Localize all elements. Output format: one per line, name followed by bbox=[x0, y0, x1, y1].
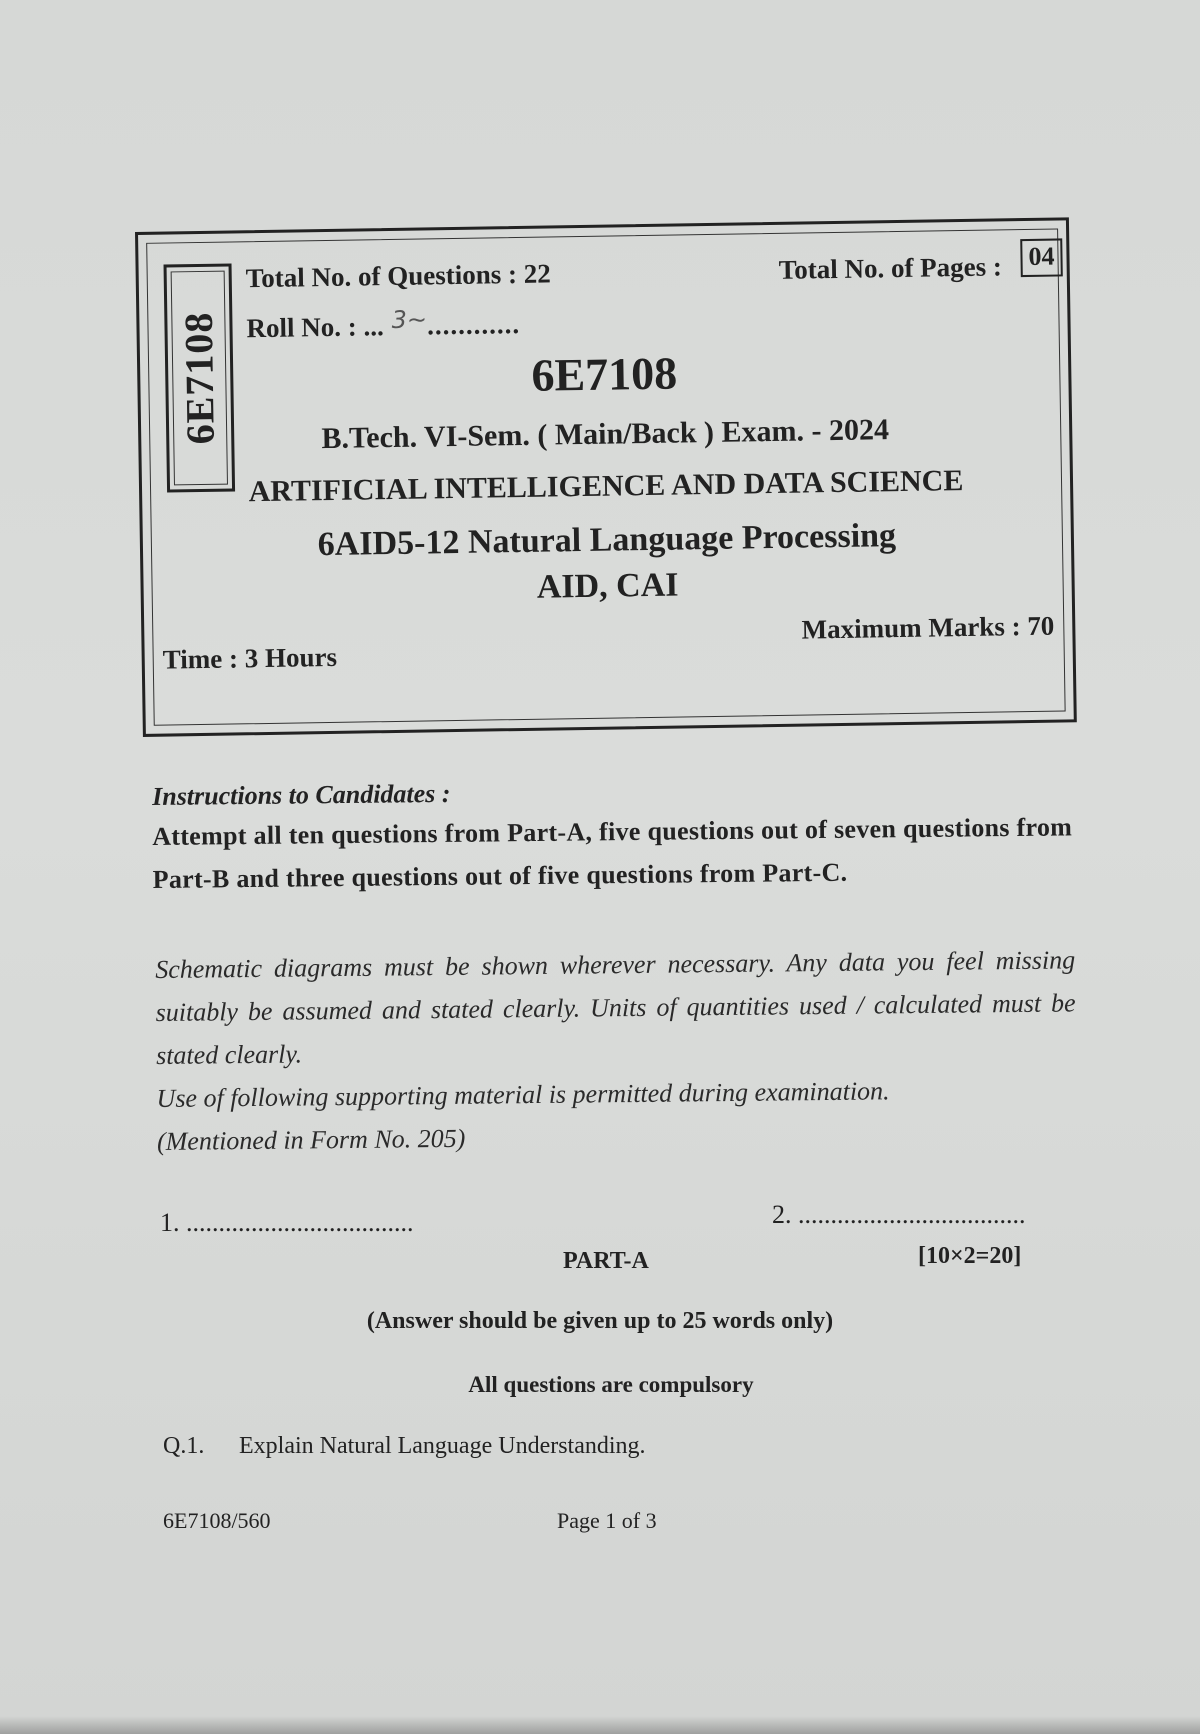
question-1 bbox=[163, 1433, 646, 1460]
total-questions: Total No. of Questions : 22 bbox=[245, 258, 551, 294]
instructions-note-2: Use of following supporting material is permitted during examination. bbox=[156, 1076, 890, 1113]
part-a-marks: [10×2=20] bbox=[918, 1243, 1022, 1269]
subject-title: 6AID5-12 Natural Language Processing bbox=[317, 517, 897, 564]
part-a-title: PART-A bbox=[563, 1248, 649, 1274]
exam-title: B.Tech. VI-Sem. ( Main/Back ) Exam. - 2024 bbox=[321, 413, 890, 456]
side-paper-code: 6E7108 bbox=[175, 311, 223, 445]
supporting-material-1: 1. ................................... bbox=[160, 1208, 414, 1237]
bottom-shadow bbox=[0, 1716, 1200, 1734]
question-1-text: Explain Natural Language Understanding. bbox=[239, 1433, 646, 1459]
roll-dots: ............ bbox=[426, 308, 521, 341]
instructions-title: Instructions to Candidates : bbox=[152, 778, 451, 811]
maximum-marks: Maximum Marks : 70 bbox=[801, 610, 1055, 645]
supporting-material-2: 2. ................................... bbox=[772, 1200, 1026, 1229]
instructions-main: Attempt all ten questions from Part-A, five questions out of seven questions from Part-B and three questions out of five questions from Part-C. bbox=[152, 812, 1073, 894]
exam-time: Time : 3 Hours bbox=[162, 641, 338, 675]
instructions-note-1: Schematic diagrams must be shown wherever necessary. Any data you feel missing suitably be assumed and stated clearly. Units of quantities used / calculated must be stated clearly. bbox=[155, 945, 1076, 1070]
instructions-notes bbox=[155, 938, 1077, 1163]
branch: AID, CAI bbox=[536, 566, 679, 606]
footer-page-number: Page 1 of 3 bbox=[557, 1508, 657, 1533]
footer-paper-code: 6E7108/560 bbox=[163, 1508, 271, 1533]
roll-number-row bbox=[246, 305, 521, 344]
question-1-number: Q.1. bbox=[163, 1433, 205, 1459]
part-a-compulsory: All questions are compulsory bbox=[468, 1372, 754, 1397]
header-box bbox=[135, 217, 1077, 737]
paper-code: 6E7108 bbox=[531, 347, 678, 401]
roll-handwritten-value: 3~ bbox=[391, 305, 428, 334]
department: ARTIFICIAL INTELLIGENCE AND DATA SCIENCE bbox=[248, 464, 964, 509]
total-pages-label: Total No. of Pages : bbox=[778, 251, 1003, 285]
total-pages-value: 04 bbox=[1020, 238, 1063, 277]
part-a-note: (Answer should be given up to 25 words only) bbox=[366, 1308, 834, 1334]
instructions-note-3: (Mentioned in Form No. 205) bbox=[156, 1123, 466, 1156]
roll-label: Roll No. : ... bbox=[246, 311, 384, 344]
